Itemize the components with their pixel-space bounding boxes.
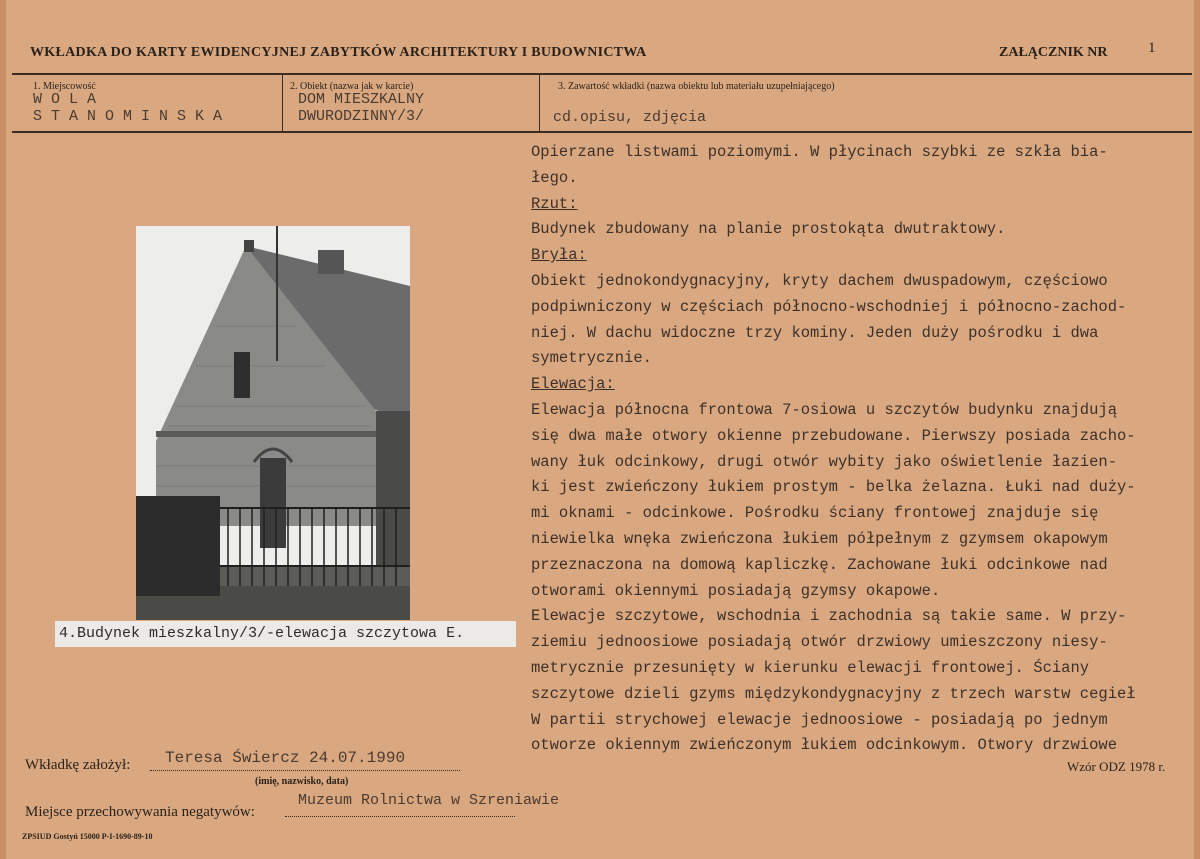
description-line: Opierzane listwami poziomymi. W płycinach szybki ze szkła bia- (531, 143, 1108, 161)
storage-line (285, 816, 515, 817)
founder-label: Wkładkę założył: (25, 757, 131, 773)
card-right-edge (1194, 0, 1200, 859)
header-rule (12, 73, 1192, 75)
description-line: ziemiu jednoosiowe posiadają otwór drzwiowy umieszczony niesy- (531, 633, 1108, 652)
description-line: przeznaczona na domową kapliczkę. Zachowane łuki odcinkowe nad (531, 555, 1108, 574)
object-value-line2: DWURODZINNY/3/ (298, 108, 425, 125)
description-line: Elewacje szczytowe, wschodnia i zachodnia są takie same. W przy- (531, 607, 1127, 626)
description-line: symetrycznie. (531, 349, 652, 368)
storage-label: Miejsce przechowywania negatywów: (25, 804, 255, 820)
attachment-number: 1 (1148, 40, 1156, 56)
description-line: mi oknami - odcinkowe. Pośrodku ściany frontowej znajduje się (531, 504, 1099, 523)
building-photo (136, 226, 410, 620)
description-line: Bryła: (531, 246, 587, 265)
locality-value-line2: STANOMINSKA (33, 108, 232, 125)
description-line: łego. (531, 168, 578, 187)
attachment-label: ZAŁĄCZNIK NR (999, 45, 1108, 60)
description-line: Rzut: (531, 194, 578, 213)
contents-value: cd.opisu, zdjęcia (553, 109, 707, 126)
description-line: niej. W dachu widoczne trzy kominy. Jeden duży pośrodku i dwa (531, 323, 1099, 342)
form-code: Wzór ODZ 1978 r. (1067, 759, 1166, 774)
photo-caption: 4.Budynek mieszkalny/3/-elewacja szczytowa E. (55, 621, 516, 647)
description-line: wany łuk odcinkowy, drugi otwór wybity jako oświetlenie łazien- (531, 452, 1117, 471)
building-photo-drawing (136, 226, 410, 620)
description-line: Obiekt jednokondygnacyjny, kryty dachem dwuspadowym, częściowo (531, 271, 1108, 290)
print-code: ZPSIUD Gostyń 15000 P-I-1690-89-10 (22, 832, 153, 841)
description-line: metrycznie przesunięty w kierunku elewacji frontowej. Ściany (531, 658, 1090, 677)
description-line: Elewacja: (531, 375, 615, 394)
founder-value: Teresa Świercz 24.07.1990 (165, 749, 406, 767)
founder-hint: (imię, nazwisko, data) (255, 776, 349, 787)
description-line: Elewacja północna frontowa 7-osiowa u szczytów budynku znajdują (531, 400, 1117, 419)
description-text (531, 140, 1191, 759)
field-divider-1 (282, 75, 283, 131)
card-left-edge (0, 0, 6, 859)
description-line: Budynek zbudowany na planie prostokąta dwutraktowy. (531, 220, 1006, 239)
description-line: podpiwniczony w częściach północno-wschodniej i północno-zachod- (531, 297, 1127, 316)
card-title: WKŁADKA DO KARTY EWIDENCYJNEJ ZABYTKÓW ARCHITEKTURY I BUDOWNICTWA (30, 45, 647, 60)
description-line: się dwa małe otwory okienne przebudowane. Pierwszy posiada zacho- (531, 426, 1136, 445)
field-divider-2 (539, 75, 540, 131)
description-line: szczytowe dzieli gzyms międzykondygnacyjny z trzech warstw cegieł (531, 684, 1136, 703)
description-line: otworze okiennym zwieńczonym łukiem odcinkowym. Otwory drzwiowe (531, 736, 1117, 755)
object-label: 2. Obiekt (nazwa jak w karcie) (290, 81, 414, 92)
object-value-line1: DOM MIESZKALNY (298, 91, 425, 108)
locality-value-line1: WOLA (33, 91, 106, 108)
locality-label: 1. Miejscowość (33, 81, 96, 92)
description-line: ki jest zwieńczony łukiem prostym - belka żelazna. Łuki nad duży- (531, 478, 1136, 497)
fields-rule (12, 131, 1192, 133)
contents-label: 3. Zawartość wkładki (nazwa obiektu lub materiału uzupełniającego) (558, 81, 835, 92)
founder-line (150, 770, 460, 771)
description-line: W partii strychowej elewacje jednoosiowe - posiadają po jednym (531, 710, 1108, 729)
description-line: niewielka wnęka zwieńczona łukiem półpełnym z gzymsem okapowym (531, 529, 1108, 548)
storage-value: Muzeum Rolnictwa w Szreniawie (298, 792, 560, 809)
description-line: otworami okiennymi posiadają gzymsy okapowe. (531, 581, 941, 600)
